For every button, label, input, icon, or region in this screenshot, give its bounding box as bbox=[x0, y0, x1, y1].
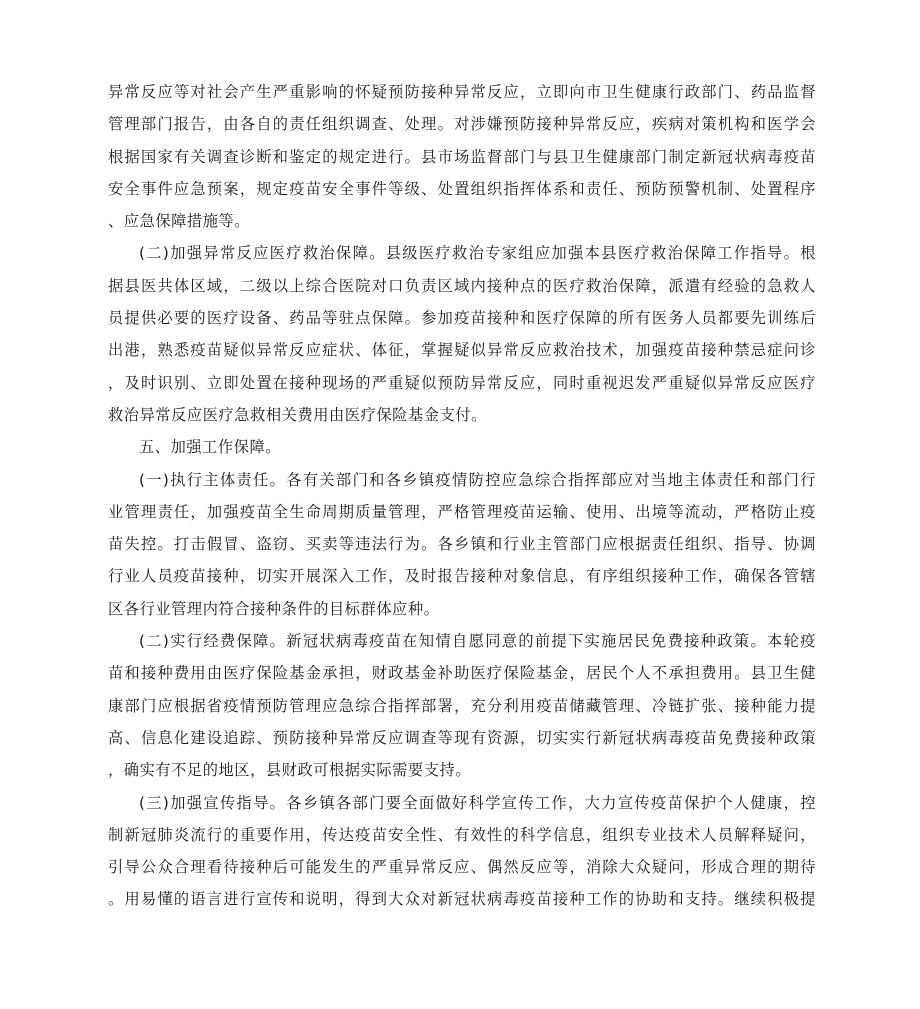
text-line: 异常反应等对社会产生严重影响的怀疑预防接种异常反应，立即向市卫生健康行政部门、药品监督 bbox=[108, 83, 816, 101]
paragraph-main-responsibility bbox=[108, 464, 816, 625]
text-line: 苗和接种费用由医疗保险基金承担，财政基金补助医疗保险基金，居民个人不承担费用。县卫生健 bbox=[108, 664, 816, 683]
text-line: 引导公众合理看待接种后可能发生的严重异常反应、偶然反应等，消除大众疑问，形成合理的期待 bbox=[108, 858, 816, 877]
text-line: 高、信息化建设追踪、预防接种异常反应调查等现有资源，切实实行新冠状病毒疫苗免费接种政策 bbox=[108, 728, 816, 747]
text-line: ，确实有不足的地区，县财政可根据实际需要支持。 bbox=[108, 761, 472, 780]
text-line: 出港，熟悉疫苗疑似异常反应症状、体征，掌握疑似异常反应救治技术，加强疫苗接种禁忌症问诊 bbox=[108, 341, 816, 360]
paragraph-abnormal-reaction-report bbox=[108, 76, 816, 237]
text-line: 制新冠肺炎流行的重要作用，传达疫苗安全性、有效性的科学信息，组织专业技术人员解释疑问， bbox=[108, 825, 816, 844]
text-line: 苗失控。打击假冒、盗窃、买卖等违法行为。各乡镇和行业主管部门应根据责任组织、指导、协调 bbox=[108, 535, 816, 554]
text-line: 根据国家有关调查诊断和鉴定的规定进行。县市场监督部门与县卫生健康部门制定新冠状病毒疫苗 bbox=[108, 147, 816, 166]
paragraph-publicity-guidance bbox=[108, 787, 816, 916]
paragraph-funding-guarantee bbox=[108, 625, 816, 786]
text-line: 据县医共体区域，二级以上综合医院对口负责区域内接种点的医疗救治保障，派遣有经验的急救人 bbox=[108, 276, 816, 295]
document-body bbox=[108, 76, 816, 916]
text-line: (二)实行经费保障。新冠状病毒疫苗在知情自愿同意的前提下实施居民免费接种政策。本轮疫 bbox=[139, 632, 816, 651]
text-line: (一)执行主体责任。各有关部门和各乡镇疫情防控应急综合指挥部应对当地主体责任和部门行 bbox=[139, 470, 816, 489]
text-line: 、应急保障措施等。 bbox=[108, 212, 251, 231]
text-line: 救治异常反应医疗急救相关费用由医疗保险基金支付。 bbox=[108, 405, 487, 424]
text-line: (二)加强异常反应医疗救治保障。县级医疗救治专家组应加强本县医疗救治保障工作指导。根 bbox=[139, 244, 816, 263]
text-line: 。用易懂的语言进行宣传和说明，得到大众对新冠状病毒疫苗接种工作的协助和支持。继续积极提 bbox=[108, 890, 816, 909]
text-line: ，及时识别、立即处置在接种现场的严重疑似预防异常反应，同时重视迟发严重疑似异常反应医疗 bbox=[108, 373, 816, 392]
text-line: (三)加强宣传指导。各乡镇各部门要全面做好科学宣传工作，大力宣传疫苗保护个人健康，控 bbox=[139, 793, 816, 812]
paragraph-medical-treatment-guarantee bbox=[108, 237, 816, 431]
text-line: 区各行业管理内符合接种条件的目标群体应种。 bbox=[108, 599, 440, 618]
text-line: 行业人员疫苗接种，切实开展深入工作，及时报告接种对象信息，有序组织接种工作，确保各管辖 bbox=[108, 567, 816, 586]
text-line: 五、加强工作保障。 bbox=[139, 438, 282, 457]
section-heading-work-guarantee bbox=[108, 431, 816, 463]
text-line: 康部门应根据省疫情预防管理应急综合指挥部署，充分利用疫苗储藏管理、冷链扩张、接种能力提 bbox=[108, 696, 816, 715]
text-line: 业管理责任，加强疫苗全生命周期质量管理，严格管理疫苗运输、使用、出境等流动，严格防止疫 bbox=[108, 502, 816, 521]
text-line: 管理部门报告，由各自的责任组织调查、处理。对涉嫌预防接种异常反应，疾病对策机构和医学会 bbox=[108, 115, 816, 134]
text-line: 安全事件应急预案，规定疫苗安全事件等级、处置组织指挥体系和责任、预防预警机制、处置程序 bbox=[108, 179, 816, 198]
text-line: 员提供必要的医疗设备、药品等驻点保障。参加疫苗接种和医疗保障的所有医务人员都要先训练后 bbox=[108, 309, 816, 328]
